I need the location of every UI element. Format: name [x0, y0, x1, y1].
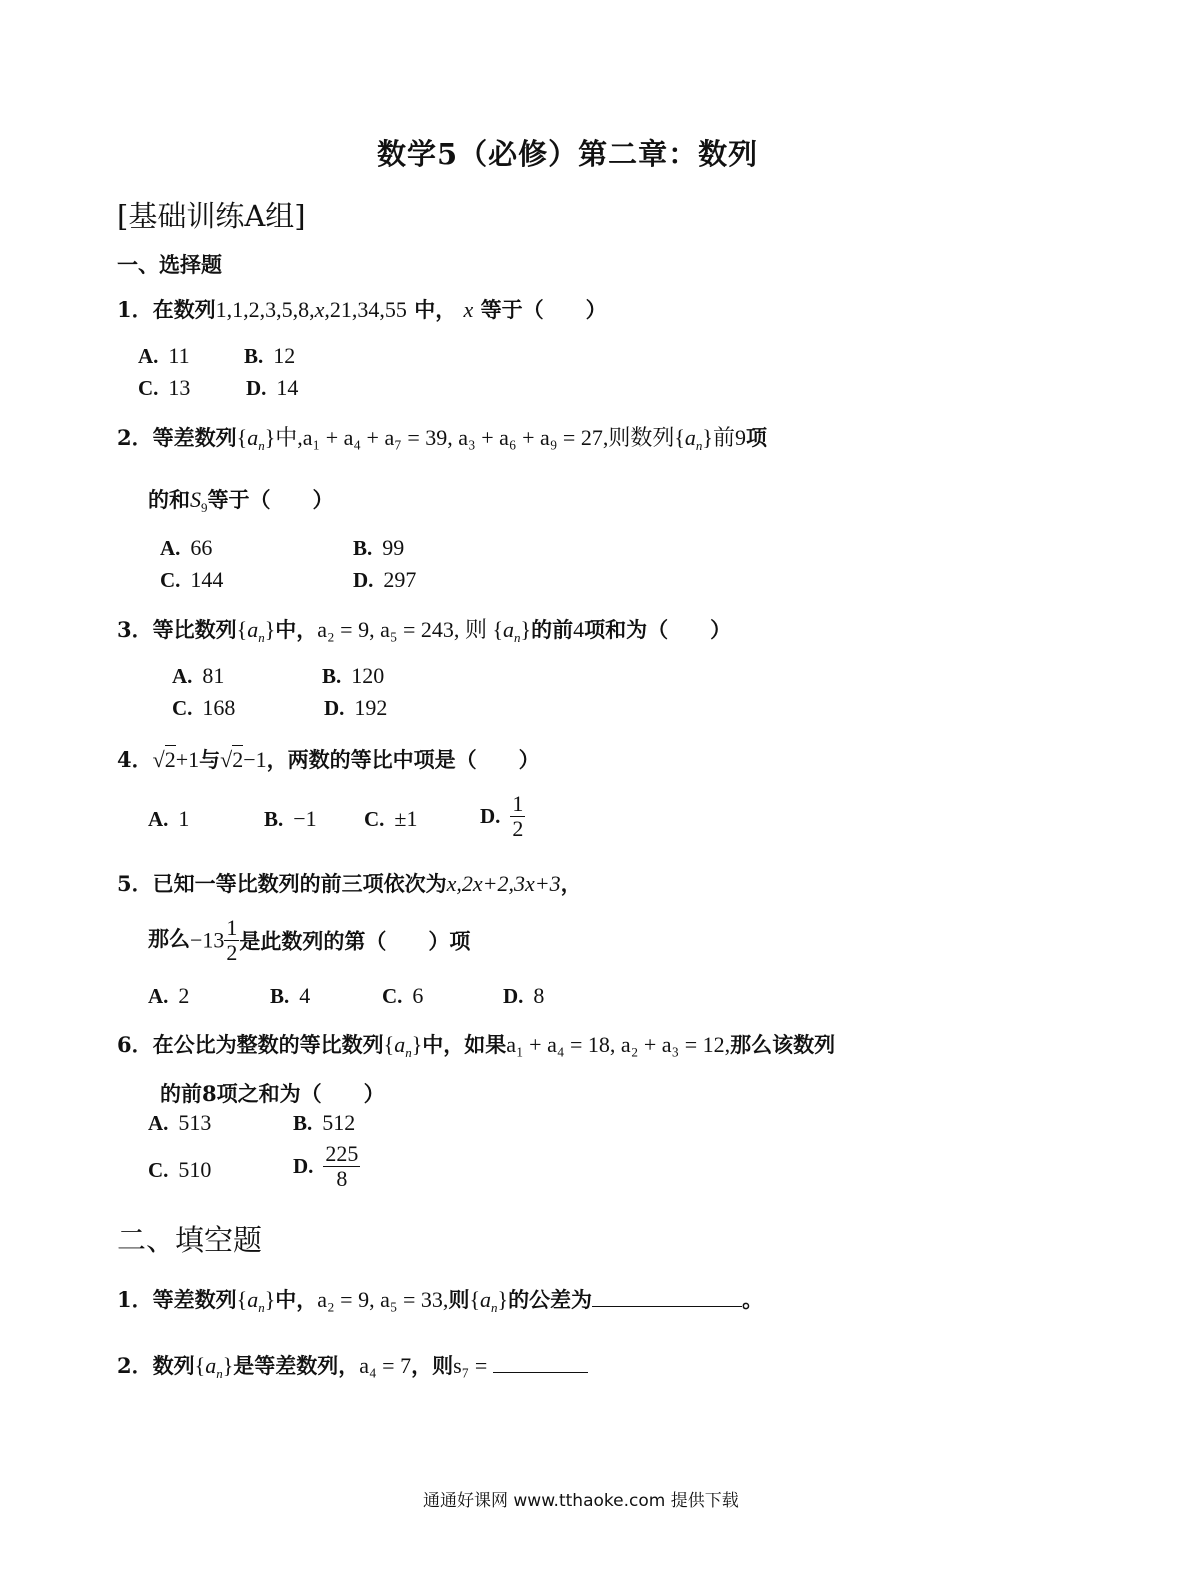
option-b: B. 4 [270, 983, 311, 1008]
option-a: A. 11 [138, 343, 190, 368]
option-a: A. 1 [148, 806, 190, 831]
option-d: D. 14 [246, 375, 299, 400]
section-fill-heading: 二、填空题 [117, 1223, 263, 1257]
question-4: 4．√2+1与√2−1，两数的等比中项是（ ） [117, 747, 540, 772]
question-6-line2: 的前8项之和为（ ） [160, 1081, 385, 1106]
option-d: D. 297 [353, 567, 417, 592]
option-d: D. $\frac{1}{2}$ [480, 791, 524, 842]
option-d: D. $\frac{225}{8}$ [293, 1141, 359, 1192]
option-c: C. 6 [382, 983, 424, 1008]
set-an: $\{a_n\}$ [236, 425, 276, 453]
question-6: 6．在公比为整数的等比数列$\{a_n\}$中，如果a₁ + a₄ = 18, a₂ + a₃ = 12,那么该数列 [117, 1032, 836, 1060]
option-c: C. 168 [172, 695, 236, 720]
option-a: A. 513 [148, 1110, 212, 1135]
option-b: B. 120 [322, 663, 385, 688]
question-1: 1．在数列1,1,2,3,5,8,x,21,34,55 中， x 等于（ ） [117, 297, 607, 322]
option-c: C. 13 [138, 375, 191, 400]
option-c: C. 510 [148, 1157, 212, 1182]
question-2-line2: 的和$S_9$等于（ ） [148, 487, 334, 515]
question-number: 1． [117, 297, 153, 322]
sqrt-two: √2 [152, 747, 176, 772]
fill-question-1: 1．等差数列$\{a_n\}$中，a₂ = 9, a₅ = 33,则$\{a_n\}$的公差为 。 [117, 1287, 764, 1315]
question-5-line2: 那么−13 $\frac{1}{2}$ 是此数列的第（ ）项 [148, 915, 471, 966]
question-5: 5．已知一等比数列的前三项依次为x,2x+2,3x+3， [117, 871, 582, 896]
answer-blank[interactable] [592, 1305, 742, 1307]
option-b: B. 99 [353, 535, 405, 560]
option-a: A. 66 [160, 535, 213, 560]
fill-question-2: 2．数列$\{a_n\}$是等差数列，a₄ = 7，则s₇ = [117, 1350, 588, 1382]
footer-credit: 通通好课网 www.tthaoke.com 提供下载 [423, 1491, 739, 1511]
page-title: 数学5（必修）第二章：数列 [377, 137, 759, 171]
option-d: D. 192 [324, 695, 388, 720]
option-b: B. 12 [244, 343, 296, 368]
section-choice-heading: 一、选择题 [117, 252, 222, 277]
option-c: C. ±1 [364, 806, 418, 831]
answer-blank[interactable] [493, 1371, 588, 1373]
option-a: A. 81 [172, 663, 225, 688]
option-b: B. 512 [293, 1110, 356, 1135]
option-d: D. 8 [503, 983, 545, 1008]
option-c: C. 144 [160, 567, 224, 592]
question-2: 2．等差数列$\{a_n\}$中,a₁ + a₄ + a₇ = 39, a₃ + a₆ + a₉ = 27,则数列$\{a_n\}$前9项 [117, 425, 767, 453]
option-a: A. 2 [148, 983, 190, 1008]
group-heading: [基础训练A组] [117, 199, 306, 233]
option-b: B. −1 [264, 806, 317, 831]
question-3: 3．等比数列$\{a_n\}$中，a₂ = 9, a₅ = 243, 则 $\{a_n\}$的前4项和为（ ） [117, 617, 732, 645]
